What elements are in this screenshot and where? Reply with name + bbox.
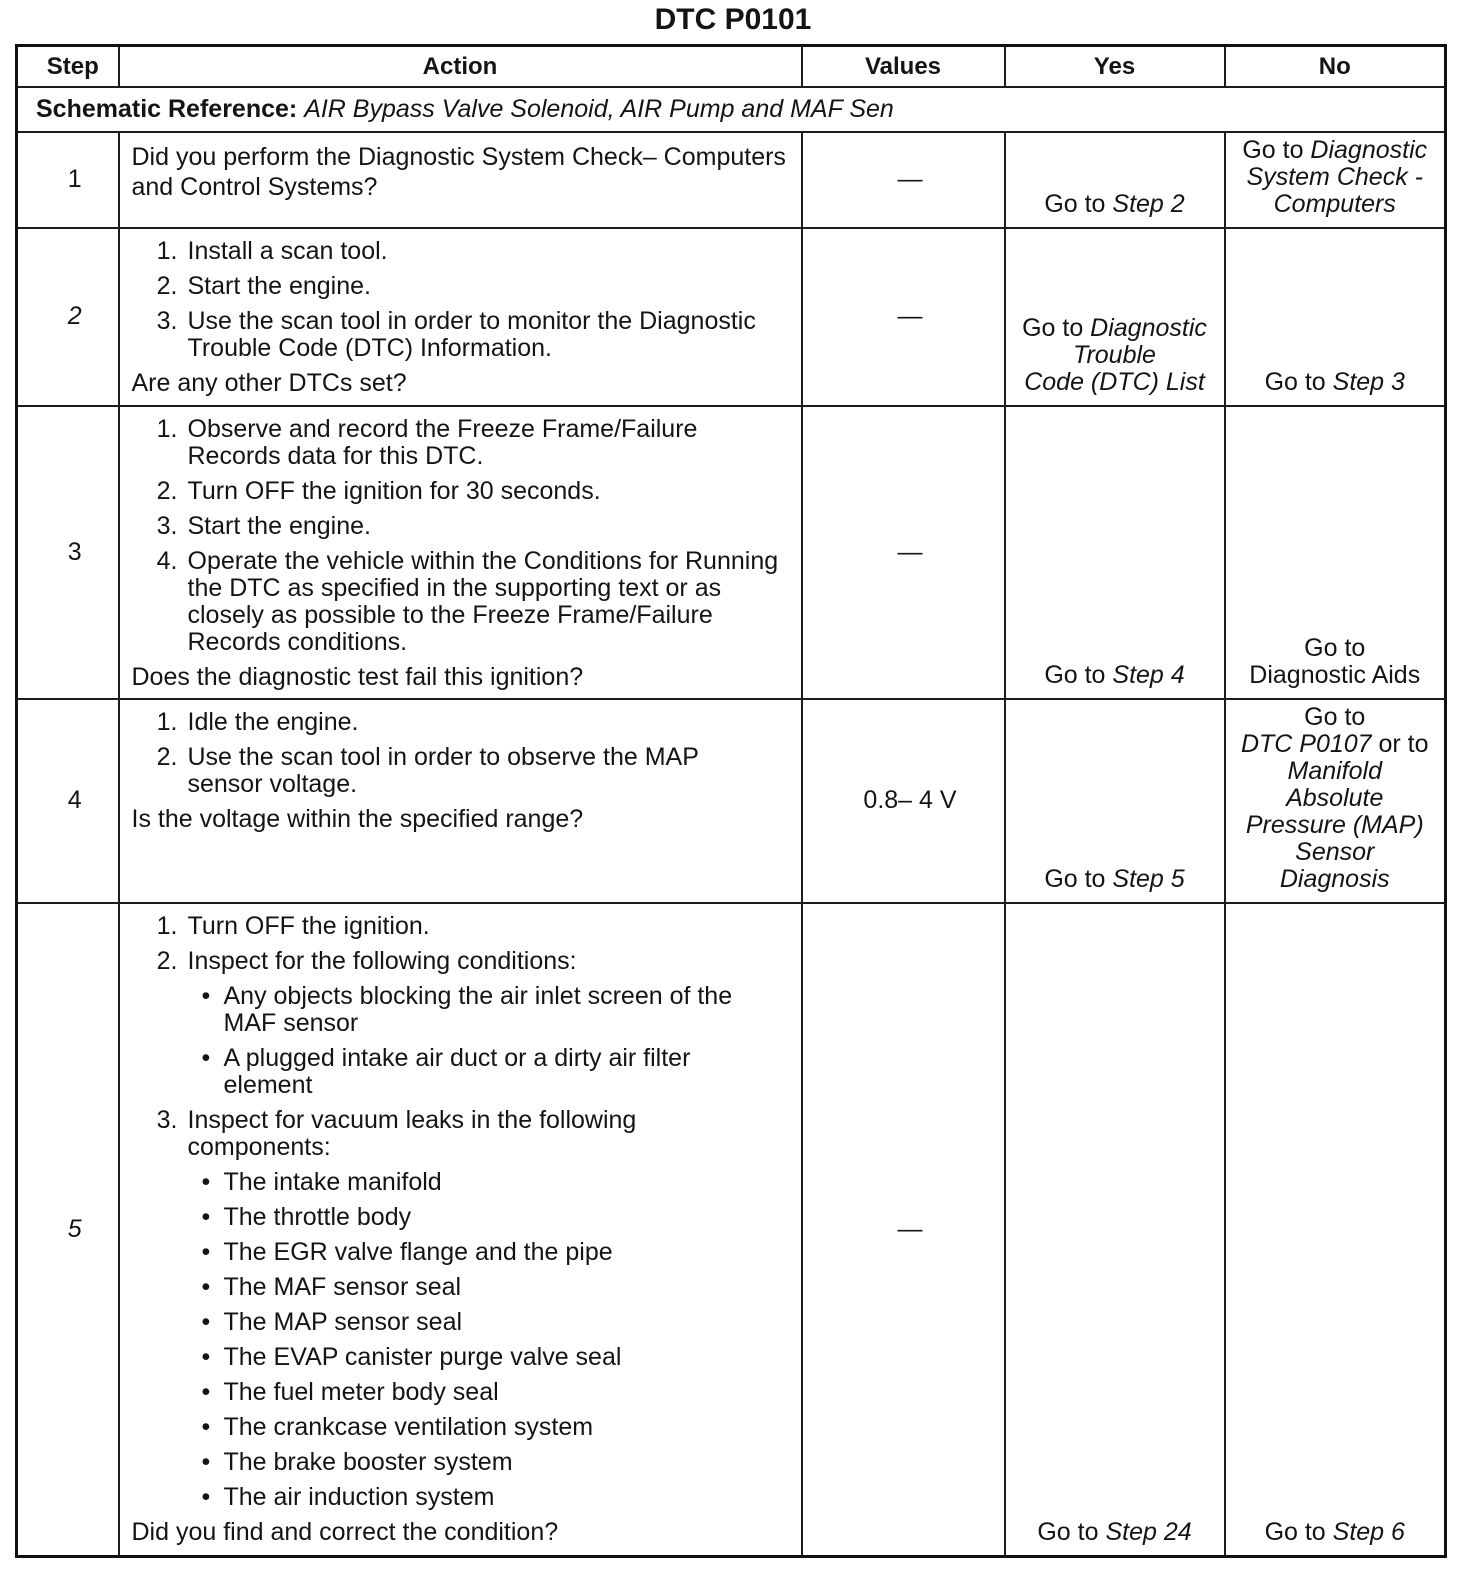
no-result-line: Diagnostic Aids: [1249, 660, 1421, 689]
item-number: 1.: [156, 414, 178, 443]
item-text: Turn OFF the ignition.: [187, 911, 430, 940]
item-number: 4.: [156, 546, 178, 575]
goto-text: Go to: [1264, 367, 1333, 396]
item-number: 1.: [156, 707, 178, 736]
goto-text: Go to: [1264, 1518, 1333, 1546]
values-cell: —: [802, 406, 1005, 699]
no-result-line: Diagnosis: [1279, 864, 1390, 893]
no-result-line: [1230, 731, 1441, 758]
bullet-item: [188, 1169, 637, 1196]
step-reference: Step 24: [1105, 1518, 1192, 1546]
step-row-3: [17, 406, 1446, 699]
bullet-text: • Any objects blocking the air inlet screen of the: [223, 981, 733, 1010]
item-number: 2.: [156, 946, 178, 975]
bullet-item: [188, 1379, 637, 1406]
item-text: Operate the vehicle within the Conditions for Running: [187, 546, 779, 575]
bullet-item: [188, 1484, 637, 1511]
no-result-line: Manifold: [1287, 756, 1382, 785]
yes-cell: [1005, 903, 1225, 1557]
no-result-line: Computers: [1273, 189, 1396, 218]
values-cell: —: [802, 228, 1005, 406]
item-text: Start the engine.: [187, 271, 371, 300]
step-reference: Step 4: [1112, 660, 1185, 689]
bullet-text: MAF sensor: [223, 1008, 359, 1037]
dtc-reference: DTC P0107: [1240, 729, 1372, 758]
bullet-item: [188, 1239, 637, 1266]
no-result-line: Pressure (MAP): [1245, 810, 1424, 839]
header-yes: Yes: [1005, 46, 1225, 87]
no-cell: [1225, 903, 1446, 1557]
no-result-line: [1230, 137, 1441, 164]
action-item: [132, 913, 795, 940]
action-item: [132, 709, 795, 736]
item-text: Use the scan tool in order to observe the MAP: [187, 742, 699, 771]
step-row-2: [17, 228, 1446, 406]
bullet-text: • The crankcase ventilation system: [223, 1412, 594, 1441]
bullet-item: [188, 1045, 733, 1099]
step-reference: Step 5: [1112, 864, 1185, 893]
yes-result-line: [1010, 191, 1220, 218]
page-title: DTC P0101: [654, 3, 812, 36]
no-result-line: Go to: [1304, 702, 1366, 731]
bullet-text: • The MAF sensor seal: [223, 1272, 462, 1301]
goto-text: Go to: [1242, 135, 1311, 164]
action-item: [132, 948, 795, 1099]
connector-text: or to: [1371, 729, 1429, 758]
header-row: [17, 46, 1446, 87]
bullet-text: • The EGR valve flange and the pipe: [223, 1237, 613, 1266]
no-result-line: [1230, 369, 1441, 396]
bullet-text: element: [223, 1070, 313, 1099]
item-text: Install a scan tool.: [187, 236, 388, 265]
item-number: 2.: [156, 742, 178, 771]
step-number: 5: [17, 903, 119, 1557]
action-item: [132, 548, 795, 656]
no-result-line: Go to: [1304, 633, 1366, 662]
bullet-item: [188, 1204, 637, 1231]
step-reference: Step 3: [1332, 367, 1405, 396]
step-row-4: [17, 699, 1446, 903]
action-item: [132, 513, 795, 540]
action-text: and Control Systems?: [131, 172, 378, 201]
item-text: Turn OFF the ignition for 30 seconds.: [187, 476, 601, 505]
values-cell: —: [802, 903, 1005, 1557]
item-number: 2.: [156, 476, 178, 505]
step-reference: Step 2: [1112, 189, 1185, 218]
header-action: Action: [119, 46, 802, 87]
bullet-text: • The throttle body: [223, 1202, 412, 1231]
action-cell: [119, 903, 802, 1557]
action-item: [132, 308, 795, 362]
item-text: the DTC as specified in the supporting text or as: [187, 573, 722, 602]
goto-text: Go to: [1044, 864, 1113, 893]
step-number: 2: [17, 228, 119, 406]
no-result-line: Absolute: [1286, 783, 1384, 812]
step-row-5: [17, 903, 1446, 1557]
action-cell: [119, 228, 802, 406]
action-paragraph: [132, 142, 795, 202]
yes-result-line: [1010, 315, 1220, 342]
bullet-text: • The EVAP canister purge valve seal: [223, 1342, 622, 1371]
item-text: Inspect for the following conditions:: [187, 946, 577, 975]
item-text: Records data for this DTC.: [187, 441, 484, 470]
item-text: Inspect for vacuum leaks in the following: [187, 1105, 637, 1134]
values-cell: —: [802, 132, 1005, 228]
goto-text: Go to: [1044, 189, 1113, 218]
no-result-line: System Check -: [1246, 162, 1423, 191]
action-question: Did you find and correct the condition?: [131, 1517, 559, 1546]
yes-result-line: Code (DTC) List: [1024, 367, 1205, 396]
item-text: sensor voltage.: [187, 769, 358, 798]
step-number: 4: [17, 699, 119, 903]
item-text: Observe and record the Freeze Frame/Failure: [187, 414, 698, 443]
bullet-item: [188, 1274, 637, 1301]
bullet-item: [188, 1309, 637, 1336]
no-cell: [1225, 228, 1446, 406]
item-text: Start the engine.: [187, 511, 371, 540]
action-item: [132, 744, 795, 798]
bullet-text: • The fuel meter body seal: [223, 1377, 499, 1406]
yes-cell: [1005, 406, 1225, 699]
schematic-reference: [17, 87, 1446, 132]
action-text: Did you perform the Diagnostic System Check– Computers: [131, 142, 786, 171]
action-item: [132, 478, 795, 505]
step-number: 1: [17, 132, 119, 228]
no-result-line: [1230, 1519, 1441, 1546]
action-cell: [119, 699, 802, 903]
schematic-row: [17, 87, 1446, 132]
schematic-label: Schematic Reference:: [36, 94, 298, 123]
header-no: No: [1225, 46, 1446, 87]
step-number: 3: [17, 406, 119, 699]
item-text: Idle the engine.: [187, 707, 359, 736]
item-number: 1.: [156, 236, 178, 265]
no-cell: [1225, 699, 1446, 903]
item-number: 3.: [156, 511, 178, 540]
values-cell: 0.8– 4 V: [802, 699, 1005, 903]
action-cell: [119, 406, 802, 699]
bullet-text: • A plugged intake air duct or a dirty air filter: [223, 1043, 691, 1072]
goto-text: Go to: [1044, 660, 1113, 689]
item-text: Use the scan tool in order to monitor the Diagnostic: [187, 306, 756, 335]
step-reference: Step 6: [1332, 1518, 1405, 1546]
item-text: Trouble Code (DTC) Information.: [187, 333, 552, 362]
bullet-item: [188, 1344, 637, 1371]
yes-result-line: [1010, 1519, 1220, 1546]
no-cell: [1225, 406, 1446, 699]
yes-cell: [1005, 228, 1225, 406]
schematic-text: AIR Bypass Valve Solenoid, AIR Pump and MAF Sen: [304, 94, 894, 123]
diagnostic-table: [15, 44, 1447, 1558]
bullet-text: • The MAP sensor seal: [223, 1307, 463, 1336]
action-item: [132, 416, 795, 470]
no-cell: [1225, 132, 1446, 228]
yes-result-line: Trouble: [1073, 340, 1156, 369]
step-row-1: [17, 132, 1446, 228]
procedure-reference: Diagnostic: [1090, 313, 1207, 342]
action-item: [132, 238, 795, 265]
action-item: [132, 273, 795, 300]
bullet-text: • The brake booster system: [223, 1447, 513, 1476]
header-step: Step: [17, 46, 119, 87]
action-question: Does the diagnostic test fail this ignition?: [131, 662, 584, 691]
item-number: 1.: [156, 911, 178, 940]
item-text: Records conditions.: [187, 627, 408, 656]
bullet-text: • The air induction system: [223, 1482, 495, 1511]
action-question: Is the voltage within the specified range?: [131, 804, 584, 833]
bullet-item: [188, 1414, 637, 1441]
item-text: components:: [187, 1132, 331, 1161]
bullet-item: [188, 983, 733, 1037]
item-number: 2.: [156, 271, 178, 300]
goto-text: Go to: [1022, 313, 1091, 342]
action-cell: [119, 132, 802, 228]
bullet-text: • The intake manifold: [223, 1167, 442, 1196]
yes-cell: [1005, 699, 1225, 903]
yes-cell: [1005, 132, 1225, 228]
no-result-line: Sensor: [1295, 837, 1375, 866]
header-values: Values: [802, 46, 1005, 87]
bullet-item: [188, 1449, 637, 1476]
goto-text: Go to: [1037, 1518, 1106, 1546]
action-question: Are any other DTCs set?: [131, 368, 407, 397]
item-text: closely as possible to the Freeze Frame/Failure: [187, 600, 713, 629]
action-item: [132, 1107, 795, 1511]
yes-result-line: [1010, 866, 1220, 893]
yes-result-line: [1010, 662, 1220, 689]
procedure-reference: Diagnostic: [1310, 135, 1428, 164]
item-number: 3.: [156, 1105, 178, 1134]
item-number: 3.: [156, 306, 178, 335]
